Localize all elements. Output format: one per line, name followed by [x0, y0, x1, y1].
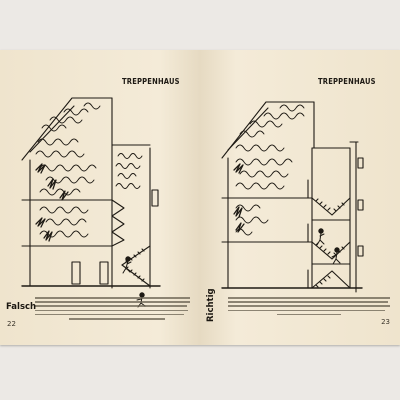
verdict-label: Richtig	[206, 288, 216, 322]
caption-text	[35, 297, 190, 320]
book-spread	[0, 50, 400, 345]
staircase-label: TREPPENHAUS	[318, 77, 376, 86]
staircase-label: TREPPENHAUS	[122, 77, 180, 86]
page-number: 23	[381, 318, 390, 326]
left-page	[0, 50, 200, 345]
caption-text	[228, 297, 390, 315]
right-page	[200, 50, 400, 345]
verdict-label: Falsch	[6, 302, 37, 312]
page-number: 22	[7, 320, 16, 328]
